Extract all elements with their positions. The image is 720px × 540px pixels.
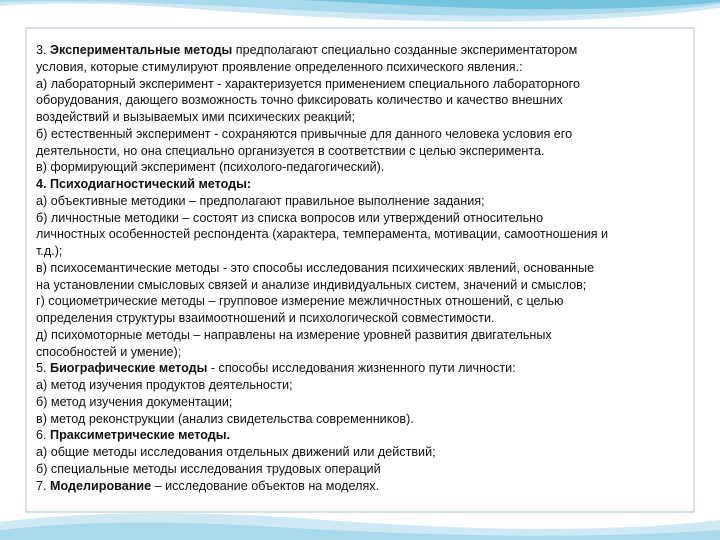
text-line: [36, 360, 686, 377]
text-segment: б) метод изучения документации;: [36, 394, 233, 409]
text-line: [36, 193, 686, 210]
text-segment: а) лабораторный эксперимент - характеризуется применением специального лабораторного: [36, 76, 580, 91]
text-segment: д) психомоторные методы – направлены на измерение уровней развития двигательных: [36, 327, 552, 342]
text-segment: предполагают специально созданные экспериментатором: [232, 43, 578, 57]
text-line: [36, 344, 686, 361]
text-line: [36, 394, 686, 411]
text-line: [36, 243, 686, 260]
text-line: [36, 310, 686, 327]
text-line: [36, 226, 686, 243]
text-line: [36, 42, 686, 59]
bold-text-segment: 4. Психодиагностический методы:: [36, 177, 252, 191]
text-segment: в) психосемантические методы - это способы исследования психических явлений, основанные: [36, 260, 595, 275]
text-segment: 3.: [36, 43, 51, 57]
text-segment: 6.: [36, 428, 51, 443]
text-segment: а) метод изучения продуктов деятельности;: [36, 378, 293, 392]
text-segment: г) социометрические методы – групповое измерение межличностных отношений, с целью: [36, 294, 564, 309]
text-segment: определения структуры взаимоотношений и психологической совместимости.: [36, 311, 495, 325]
text-segment: – исследование объектов на моделях.: [151, 478, 380, 493]
text-line: [36, 377, 686, 394]
text-segment: б) специальные методы исследования трудовых операций: [36, 461, 381, 476]
bold-text-segment: Экспериментальные методы: [50, 43, 233, 57]
bold-text-segment: Биографические методы: [50, 361, 208, 376]
text-line: [36, 444, 686, 461]
text-line: [36, 159, 686, 176]
text-segment: в) метод реконструкции (анализ свидетельства современников).: [36, 411, 414, 426]
text-line: [36, 59, 686, 76]
text-line: [36, 143, 686, 160]
text-segment: оборудования, дающего возможность точно фиксировать количество и качество внешних: [36, 93, 563, 108]
text-segment: способностей и умение);: [36, 344, 182, 359]
text-segment: 5.: [36, 361, 51, 376]
text-line: [36, 126, 686, 143]
text-segment: б) естественный эксперимент - сохраняются привычные для данного человека условия его: [36, 126, 573, 141]
text-segment: воздействий и вызываемых ими психических реакций;: [36, 110, 356, 124]
text-line: [36, 277, 686, 294]
text-segment: б) личностные методики – состоят из списка вопросов или утверждений относительно: [36, 210, 544, 225]
text-segment: - способы исследования жизненного пути личности:: [207, 361, 516, 376]
text-segment: личностных особенностей респондента (характера, темперамента, мотивации, самоотношения и: [36, 227, 609, 242]
text-line: [36, 411, 686, 428]
text-line: [36, 76, 686, 93]
text-segment: 7.: [36, 478, 51, 493]
slide-text-body: [36, 42, 686, 494]
bold-text-segment: Моделирование: [50, 478, 152, 493]
bold-text-segment: Праксиметрические методы.: [50, 428, 231, 443]
text-line: [36, 210, 686, 227]
text-segment: деятельности, но она специально организуется в соответствии с целью эксперимента.: [36, 143, 545, 158]
text-line: [36, 427, 686, 444]
text-line: [36, 260, 686, 277]
text-line: [36, 293, 686, 310]
text-line: [36, 478, 686, 495]
text-line: [36, 327, 686, 344]
text-segment: условия, которые стимулируют проявление определенного психического явления.:: [36, 59, 523, 74]
text-line: [36, 109, 686, 126]
text-segment: т.д.);: [36, 244, 63, 258]
text-line: [36, 461, 686, 478]
text-segment: а) объективные методики – предполагают правильное выполнение задания;: [36, 193, 485, 208]
text-segment: а) общие методы исследования отдельных движений или действий;: [36, 445, 436, 459]
text-line: [36, 176, 686, 193]
text-segment: в) формирующий эксперимент (психолого-педагогический).: [36, 160, 385, 175]
text-segment: на установлении смысловых связей и анализе индивидуальных систем, значений и смыслов;: [36, 277, 587, 292]
text-line: [36, 92, 686, 109]
